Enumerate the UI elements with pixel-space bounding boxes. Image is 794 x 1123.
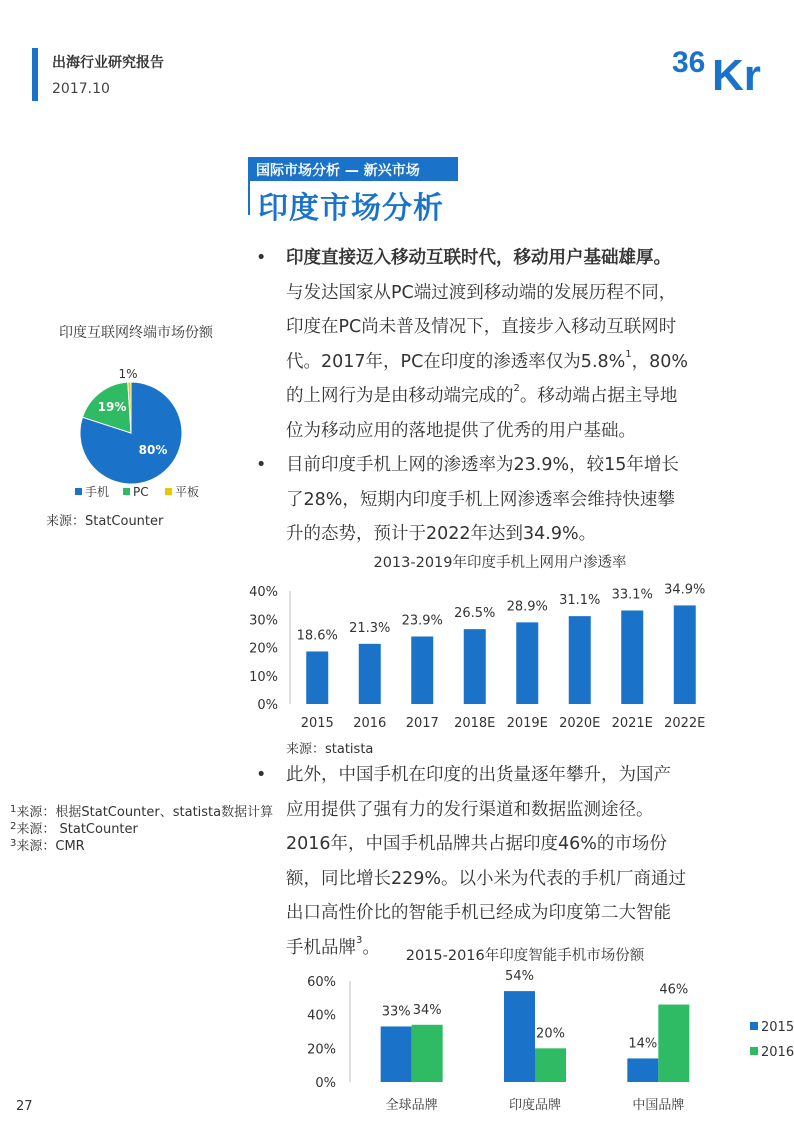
bullet-line-text: 此外，中国手机在印度的出货量逐年攀升，为国产 bbox=[286, 765, 671, 785]
bar-value-label: 31.1% bbox=[559, 593, 601, 609]
y-tick-label: 40% bbox=[249, 585, 278, 600]
bar-2022E bbox=[674, 605, 696, 704]
bar-value-label: 26.5% bbox=[454, 606, 496, 622]
bullet-line-text: 印度在PC尚未普及情况下，直接步入移动互联网时 bbox=[286, 317, 677, 337]
bullet-line bbox=[286, 827, 716, 862]
bar-value-label: 14% bbox=[628, 1036, 658, 1052]
legend-swatch bbox=[75, 488, 82, 495]
penetration-chart-title: 2013-2019年印度手机上网用户渗透率 bbox=[373, 555, 627, 571]
bullet-line bbox=[286, 793, 716, 828]
bullet-line-text: 位为移动应用的落地提供了优秀的用户基础。 bbox=[286, 420, 636, 441]
legend-label: 2015 bbox=[761, 1020, 794, 1035]
smartphone-share-chart-title: 2015-2016年印度智能手机市场份额 bbox=[405, 948, 645, 964]
pie-slice-label: 1% bbox=[118, 367, 138, 381]
header-accent-bar bbox=[32, 48, 38, 101]
legend-swatch bbox=[165, 488, 172, 495]
footnote-number: 2 bbox=[10, 821, 17, 832]
penetration-chart-source: 来源：statista bbox=[286, 742, 374, 757]
svg-text:Kr: Kr bbox=[712, 51, 761, 95]
bar-value-label: 20% bbox=[536, 1026, 565, 1042]
footnotes bbox=[10, 804, 273, 855]
bar-value-label: 33% bbox=[381, 1004, 411, 1020]
footnote-ref: 1 bbox=[625, 348, 632, 360]
footnote-number: 3 bbox=[10, 838, 17, 849]
x-tick-label: 2016 bbox=[353, 716, 387, 731]
bullet-item-2 bbox=[256, 448, 716, 552]
bullet-line-text: 升的态势，预计于2022年达到34.9%。 bbox=[286, 524, 597, 544]
y-tick-label: 0% bbox=[257, 698, 278, 713]
x-tick-label: 中国品牌 bbox=[632, 1098, 685, 1113]
bar-全球品牌-2016 bbox=[412, 1025, 443, 1082]
bar-value-label: 21.3% bbox=[349, 620, 391, 636]
footnote-ref: 3 bbox=[356, 934, 363, 946]
pie-chart-source: 来源：StatCounter bbox=[46, 514, 164, 529]
terminal-share-pie-chart bbox=[40, 360, 240, 530]
footnote-item bbox=[10, 838, 273, 855]
bullet-line-text: 的上网行为是由移动端完成的 bbox=[286, 386, 514, 406]
bar-value-label: 28.9% bbox=[506, 599, 548, 615]
page-number: 27 bbox=[16, 1099, 33, 1114]
x-tick-label: 2020E bbox=[559, 716, 601, 731]
x-tick-label: 2015 bbox=[300, 716, 334, 731]
x-tick-label: 印度品牌 bbox=[508, 1098, 562, 1113]
bar-value-label: 23.9% bbox=[401, 613, 443, 629]
report-title: 出海行业研究报告 bbox=[52, 55, 164, 71]
bar-中国品牌-2016 bbox=[658, 1005, 689, 1082]
legend-label: PC bbox=[133, 485, 149, 499]
bar-2018E bbox=[464, 629, 486, 704]
bar-value-label: 18.6% bbox=[296, 628, 338, 644]
bullet-line bbox=[286, 896, 716, 931]
y-tick-label: 10% bbox=[249, 669, 278, 685]
bullet-line bbox=[286, 276, 716, 311]
bullet-line bbox=[286, 517, 716, 552]
bullet-item-3 bbox=[256, 758, 716, 965]
bullet-line-text: 手机品牌 bbox=[286, 937, 356, 958]
x-tick-label: 全球品牌 bbox=[385, 1098, 438, 1113]
pie-chart-title: 印度互联网终端市场份额 bbox=[59, 325, 213, 341]
y-tick-label: 30% bbox=[249, 613, 278, 629]
bullet-text bbox=[286, 758, 716, 965]
svg-text:36: 36 bbox=[672, 46, 706, 79]
bullet-line-text: 代。2017年，PC在印度的渗透率仅为5.8% bbox=[286, 351, 626, 372]
bullet-line-text: 2016年，中国手机品牌共占据印度46%的市场份 bbox=[286, 834, 667, 854]
bullet-lead: 印度直接迈入移动互联时代，移动用户基础雄厚。 bbox=[286, 248, 671, 268]
brand-logo bbox=[670, 40, 765, 95]
bar-value-label: 34% bbox=[412, 1002, 442, 1018]
bar-中国品牌-2015 bbox=[627, 1058, 658, 1082]
bullet-line bbox=[286, 483, 716, 518]
bullet-line-text: 应用提供了强有力的发行渠道和数据监测途径。 bbox=[286, 799, 654, 820]
bar-value-label: 46% bbox=[659, 982, 689, 998]
bullet-line-text: 。移动端占据主导地 bbox=[519, 386, 678, 406]
x-tick-label: 2021E bbox=[611, 716, 653, 731]
bullet-line-text: 了28%，短期内印度手机上网渗透率会维持快速攀 bbox=[286, 489, 675, 510]
bar-2020E bbox=[569, 616, 591, 704]
legend-swatch bbox=[750, 1022, 758, 1030]
bullet-line bbox=[286, 310, 716, 345]
legend-label: 平板 bbox=[175, 485, 200, 499]
bullet-line-text: ，80% bbox=[631, 351, 689, 372]
legend-swatch bbox=[123, 488, 130, 495]
bar-2016 bbox=[359, 644, 381, 704]
bar-印度品牌-2016 bbox=[535, 1048, 566, 1082]
bullet-dot-icon: • bbox=[256, 455, 267, 475]
footnote-item bbox=[10, 821, 273, 838]
x-tick-label: 2019E bbox=[506, 716, 548, 731]
pie-slice-label: 80% bbox=[138, 443, 168, 457]
bullet-line bbox=[286, 758, 716, 793]
y-tick-label: 20% bbox=[249, 641, 278, 657]
pie-slice-label: 19% bbox=[97, 400, 127, 414]
bullet-line bbox=[286, 448, 716, 483]
bullet-line-text: 出口高性价比的智能手机已经成为印度第二大智能 bbox=[286, 903, 671, 923]
penetration-bar-chart bbox=[240, 575, 720, 735]
bullet-line bbox=[286, 345, 716, 380]
x-tick-label: 2022E bbox=[664, 716, 706, 731]
legend-label: 2016 bbox=[761, 1045, 794, 1060]
bar-2015 bbox=[306, 651, 328, 704]
bullet-line-text: 与发达国家从PC端过渡到移动端的发展历程不同， bbox=[286, 282, 677, 303]
footnote-number: 1 bbox=[10, 804, 17, 815]
bar-value-label: 34.9% bbox=[664, 582, 706, 598]
bullet-dot-icon: • bbox=[256, 248, 267, 268]
legend-label: 手机 bbox=[85, 485, 110, 499]
smartphone-share-bar-chart bbox=[280, 962, 794, 1123]
bullet-line bbox=[286, 379, 716, 414]
bar-全球品牌-2015 bbox=[381, 1026, 412, 1082]
bullet-line-text: 。 bbox=[362, 937, 380, 958]
footnote-text: 来源： StatCounter bbox=[16, 822, 138, 837]
y-tick-label: 20% bbox=[307, 1042, 336, 1058]
bar-2019E bbox=[516, 622, 538, 704]
bullet-dot-icon: • bbox=[256, 765, 267, 785]
y-tick-label: 40% bbox=[307, 1008, 336, 1024]
y-tick-label: 0% bbox=[315, 1076, 336, 1091]
bar-value-label: 54% bbox=[505, 969, 534, 985]
bar-印度品牌-2015 bbox=[504, 991, 535, 1082]
bullet-line-text: 目前印度手机上网的渗透率为23.9%，较15年增长 bbox=[286, 455, 679, 475]
footnote-item bbox=[10, 804, 273, 821]
x-tick-label: 2018E bbox=[454, 716, 496, 731]
section-divider bbox=[248, 181, 250, 215]
bullet-line-text: 额，同比增长229%。以小米为代表的手机厂商通过 bbox=[286, 868, 687, 889]
bullet-text bbox=[286, 448, 716, 552]
bullet-item-1 bbox=[256, 241, 716, 448]
section-tag: 国际市场分析 — 新兴市场 bbox=[248, 157, 458, 181]
bullet-text bbox=[286, 241, 716, 448]
bullet-line bbox=[286, 414, 716, 449]
section-title: 印度市场分析 bbox=[258, 191, 444, 226]
bar-value-label: 33.1% bbox=[611, 587, 653, 603]
x-tick-label: 2017 bbox=[405, 716, 439, 731]
bullet-line bbox=[286, 241, 716, 276]
footnote-text: 来源：CMR bbox=[16, 839, 85, 854]
report-date: 2017.10 bbox=[52, 81, 110, 97]
footnote-ref: 2 bbox=[513, 383, 520, 394]
bar-2021E bbox=[621, 610, 643, 704]
bar-2017 bbox=[411, 636, 433, 704]
bullet-line bbox=[286, 862, 716, 897]
y-tick-label: 60% bbox=[307, 975, 336, 990]
legend-swatch bbox=[750, 1047, 758, 1055]
footnote-text: 来源：根据StatCounter、statista数据计算 bbox=[16, 805, 274, 820]
